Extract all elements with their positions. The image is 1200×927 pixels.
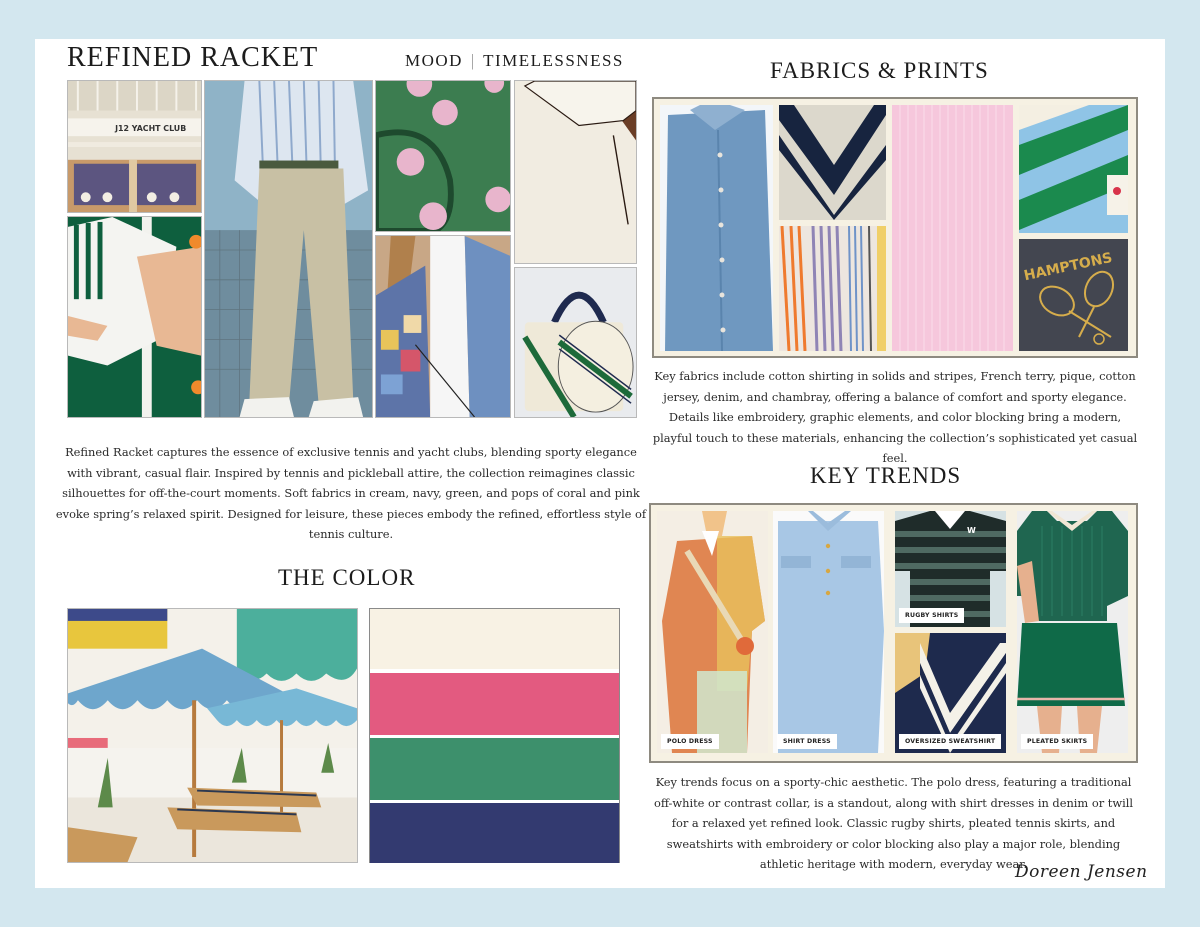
mood-description: Refined Racket captures the essence of exclusive tennis and yacht clubs, blending sporty elegance with vibrant, casual flair. Inspired by tennis and pickleball attire, the collection reimagines classic silhouettes for off-the-court moments. Soft fabrics in cream, navy, green, and pops of coral and pink evoke spring’s relaxed spirit. Designed for leisure, these pieces embody the refined, effortless style of tennis culture. — [55, 445, 647, 541]
poolside-umbrellas-image — [67, 608, 358, 863]
racket-tote-image — [514, 267, 637, 418]
trends-frame — [649, 503, 1138, 763]
pink-tennis-balls-image — [375, 80, 511, 232]
color-palette — [369, 608, 620, 863]
trend-label-pleated-skirts: PLEATED SKIRTS — [1021, 734, 1093, 749]
striped-shirt-khakis-image — [204, 80, 373, 418]
swatch-navy — [370, 803, 619, 863]
svg-text:J12 YACHT CLUB: J12 YACHT CLUB — [115, 124, 187, 134]
fabric-chambray-shirt — [660, 105, 773, 351]
swatch-cream — [370, 609, 619, 669]
trends-section-title: KEY TRENDS — [810, 463, 962, 488]
trend-oversized-sweatshirt — [895, 633, 1006, 753]
svg-text:HAMPTONS: HAMPTONS — [1022, 249, 1114, 285]
patchwork-jacket-image — [375, 235, 511, 418]
page-title: REFINED RACKET — [67, 42, 319, 73]
cream-polo-image — [514, 80, 637, 264]
mood-heading — [405, 51, 624, 71]
trend-label-rugby-shirts: RUGBY SHIRTS — [899, 608, 964, 623]
trend-label-shirt-dress: SHIRT DRESS — [777, 734, 837, 749]
mood-separator: | — [470, 51, 476, 70]
fabrics-frame — [652, 97, 1138, 358]
fabrics-section-title: FABRICS & PRINTS — [770, 58, 989, 83]
swatch-green — [370, 738, 619, 800]
trend-rugby-shirts — [895, 511, 1006, 627]
mood-value: TIMELESSNESS — [483, 51, 624, 70]
color-section-title: THE COLOR — [278, 565, 416, 590]
fabrics-description: Key fabrics include cotton shirting in solids and stripes, French terry, pique, cotton jersey, denim, and chambray, offering a balance of comfort and sporty elegance. Details like embroidery, graphic elements, and color blocking bring a modern, playful touch to these materials, enhancing the collection’s sophisticated yet casual feel. — [652, 369, 1138, 465]
trend-shirt-dress — [773, 511, 884, 753]
swatch-pink — [370, 673, 619, 735]
trend-label-oversized-sweatshirt: OVERSIZED SWEATSHIRT — [899, 734, 1001, 749]
yacht-club-image — [67, 80, 202, 213]
mood-board-sheet — [35, 39, 1165, 888]
fabric-pink-pinstripe — [892, 105, 1013, 351]
fabric-striped-shirting — [779, 226, 886, 351]
trends-description: Key trends focus on a sporty-chic aesthetic. The polo dress, featuring a traditional off-white or contrast collar, is a standout, along with shirt dresses in denim or twill for a relaxed yet refined look. Classic rugby shirts, pleated tennis skirts, and sweatshirts with embroidery or color blocking also play a major role, blending athletic heritage with modern, everyday wear. — [653, 775, 1134, 871]
fabric-hamptons-embroidery — [1019, 239, 1128, 351]
mood-label: MOOD — [405, 51, 463, 70]
pickleball-skirt-image — [67, 216, 202, 418]
trend-polo-dress — [657, 511, 768, 753]
trend-label-polo-dress: POLO DRESS — [661, 734, 719, 749]
designer-signature: Doreen Jensen — [1015, 862, 1148, 882]
fabric-navy-chevron — [779, 105, 886, 220]
svg-text:W: W — [967, 526, 976, 535]
trend-pleated-skirts — [1017, 511, 1128, 753]
fabric-rugby-stripe — [1019, 105, 1128, 233]
